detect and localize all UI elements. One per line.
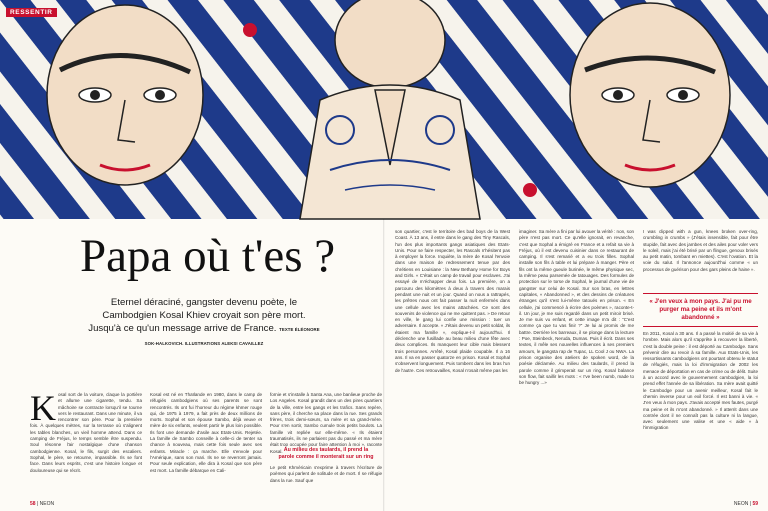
drop-cap: K [30, 388, 56, 428]
pull-quote-2: « J'en veux à mon pays. J'ai pu me purger ma peine et ils m'ont abandonné » [649, 298, 752, 321]
article-title: Papa où t'es ? [80, 230, 336, 282]
folio-left: 58 | NEON [30, 501, 55, 507]
header-illustration [0, 0, 768, 219]
folio-right: NEON | 59 [733, 501, 758, 507]
body-column-3b-text: Le petit Khmèricain s'exprime à travers l'écriture de poèmes qui parlent de solitude et de mort. Il se réfugie dans la rue. Sauf que [270, 465, 382, 483]
body-column-1 [30, 388, 142, 500]
section-tag: RESSENTIR [6, 8, 57, 17]
pull-quote-rule-top [643, 293, 758, 294]
body-column-6-text: I was clipped with a gun, knees broken over-ring, crumbling in crumbs » (J'étais insensible, fait pour être stupide, fait avec des jambes et des ailes pour voler vers le soleil, mais j'ai été brisé par un flingue, genoux brisés au petit matin, tombant en miettes). C'est l'ovation. Et la voie du salut. Il l'annonce aujourd'hui comme « un processus de guérison pour des gars pleins de haine ». [643, 229, 758, 272]
body-column-3 [270, 392, 382, 500]
red-accent-dot [243, 23, 257, 37]
article-credit: TEXTE ÉLÉONORE SOK-HALKOVICH. ILLUSTRATIONS ALEKSI CAVAILLEZ [144, 327, 320, 346]
magazine-name-left: NEON [39, 501, 55, 507]
body-column-4: son quartier, c'est le territoire des bad boys de la West Coast. À 13 ans, il entre dans le gang des Tiny Rascals, l'un des plus importants gangs asiatiques des Etats-Unis. Pour se faire respecter, les Rascals n'hésitent pas à employer la force. Inquiète, la mère de Kosal l'envoie dans une maison de redressement tenue par des chrétiens en Louisiane : la New Bethany Home for Boys and Girls. « C'était un camp de travail pour esclaves. J'ai essayé de m'échapper deux fois. La première, on a parcouru des kilomètres à deux à travers des marais pendant une nuit et un jour. Quand on nous a rattrapés, les prêtres nous ont fait passer la nuit enfermés dans une cellule avec les mains attachées. Ce sont des souvenirs de violence qui ne me quittent pas. » De retour en ville, le gang lui confie une mission : tuer un adversaire. Il accepte. « J'étais devenu un petit soldat, ils étaient ma famille », explique-t-il aujourd'hui. Il déclenche une fusillade au beau milieu d'une fête avec deux complices. Ils manquent leur cible mais blessent trois personnes. Arrêté, Kosal plaide coupable. Il a 16 ans. Il va en passer quatorze en prison. Kosal et Sophal s'observent longuement. Puis tombent dans les bras l'un de l'autre. Ces retrouvailles, Kosal n'osait même pas les [395, 229, 511, 373]
red-accent-dot [523, 183, 537, 197]
body-column-3-text: fornie et s'installe à Santa Ana, une banlieue proche de Los Angeles. Kosal grandit dans un des pires quartiers de la ville, entre les gangs et les trafics. Sans repère, sans père, il cherche sa place dans la rue. Ses grands frères, trois demi-sœurs, sa mère et sa grand-mère. Pour s'en sortir, Sambo cumule trois petits boulots. La famille vit repliée sur elle-même. « Ils étaient traumatisés, ils ne parlaient pas du passé et ma mère était trop occupée pour faire attention à moi », raconte Kosal. [270, 392, 382, 454]
magazine-name-right: NEON [733, 501, 749, 507]
body-column-2: Kosal est né en Thaïlande en 1980, dans le camp de réfugiés cambodgiens où ses parents se sont rencontrés. Ils ont fui l'horreur du régime khmer rouge qui, de 1975 à 1979, a fait près de deux millions de morts. Sophal et son épouse Sambo, déjà veuve et mère de six enfants, veulent partir le plus loin possible. Ils font une demande d'asile aux Etats-Unis. Rejetée. La famille de Sambo conseille à celle-ci de tenter sa chance à nouveau, mais cette fois seule avec ses enfants. Miracle : ça marche. Elle s'envole pour l'Amérique, sans son mari. Ils ne se reverront jamais. Pour seule explication, elle dira à Kosal que son père est mort. La famille débarque en Cali- [150, 392, 262, 473]
body-column-6 [643, 229, 758, 501]
right-face-drawing [570, 3, 730, 187]
body-column-6b-text: En 2011, Kosal a 30 ans. Il a passé la moitié de sa vie à l'ombre. Mais alors qu'il s'apprête à recouvrer la liberté, c'est la double peine : il est déporté au Cambodge. Sans prévenir dire au revoir à sa famille. Aux Etats-Unis, les ressortissants cambodgiens ont pourtant obtenu le statut de réfugiés, mais la loi d'immigration de 2002 les menace de déportation en cas de crime ou de délit. Suite à un accord avec le gouvernement cambodgien, la loi prend effet l'année de sa libération. Sa mère avait quitté le Cambodge pour un avenir meilleur, Kosal fait le chemin inverse pour un exil forcé. Il est banni à vie. « J'en veux à mon pays. J'avais accepté mes fautes, purgé ma peine et ils m'ont abandonné. » Il atterrit dans une contrée dont il ne connaît pas la culture ni la langue, avec seulement une valise et une « aide » à l'immigration [643, 331, 759, 431]
article-deck [88, 296, 320, 350]
body-column-1-text: osal sort de la voiture, claque la portière et allume une cigarette, tendu. Sa mâchoire se contracte lorsqu'il se tourne vers le restaurant. Dans une minute, il va rencontrer son père. Pour la première fois. À quelques mètres, sur la terrasse où s'alignent les tables blanches, un vieil homme attend. Dans ce camping de Fréjus, le temps semble être suspendu. Soul résonne l'air nostalgique d'une chanson cambodgienne. Kosal, le fils, surgit des escaliers. Sophal, le père, se retourne, impassible. Ils se font face. Dans leurs esprits, c'est une histoire longue et douloureuse qui se récrit. [30, 392, 142, 473]
page-gutter [383, 219, 385, 511]
left-face-drawing [47, 5, 203, 185]
pull-quote-1: Au milieu des taulards, il prend la parole comme il monterait sur un ring [278, 447, 374, 460]
illustration-art [0, 0, 768, 219]
pull-quote-rule-bottom [643, 326, 758, 327]
page-number-left: 58 [30, 501, 36, 507]
deck-text: Eternel déraciné, gangster devenu poète, le Cambodgien Kosal Khiev croyait son père mort. Jusqu'à ce qu'un message arrive de France. [88, 297, 306, 334]
page-number-right: 59 [752, 501, 758, 507]
body-column-5: imaginer. Sa mère a fini par lui avouer la vérité : non, son père n'est pas mort. Ce qu'elle ignorait, en revanche, c'est que Sophal a émigré en France et a refait sa vie à Fréjus, où il est devenu cuisinier dans ce restaurant de camping. Il s'est remarié et a eu trois filles. Sophal installe son fils à table et lui prépare à manger. Père et fils ont la même gueule burinée, le même physique sec, la même peau parsemée de tatouages. Des formules de protection sur le torse de Sophal, le journal d'une vie de gangster sur celui de Kosal. Sur son bras, en lettres capitales, « Abandonned », et des dessins de créatures étranges qu'il s'est lui-même tatoués en prison. « En cellule, j'ai commencé à écrire des poèmes », raconte-t-il. Un jour, je me suis regardé dans un petit miroir brisé. Je me suis vu enfant, et cette image m'a dit : “C'est comme ça que tu vas finir ?” Je lui ai promis de me battre. Derrière les barreaux, il se plonge dans la lecture : Poe, Steinbeck, Neruda, Dumas. Puis il écrit. Dans ses textes, il mêle ses nouvelles influences à ses premiers amours, le gangsta rap de Tupac, LL Cool J ou NWA. La prison organise des ateliers de spoken word, de la poésie déclamée. Au milieu des taulards, il prend la parole comme il grimperait sur un ring. Kosal balance son flow, fait saillir les mots : « I've been numb, made to be hungry ...» [519, 229, 634, 386]
